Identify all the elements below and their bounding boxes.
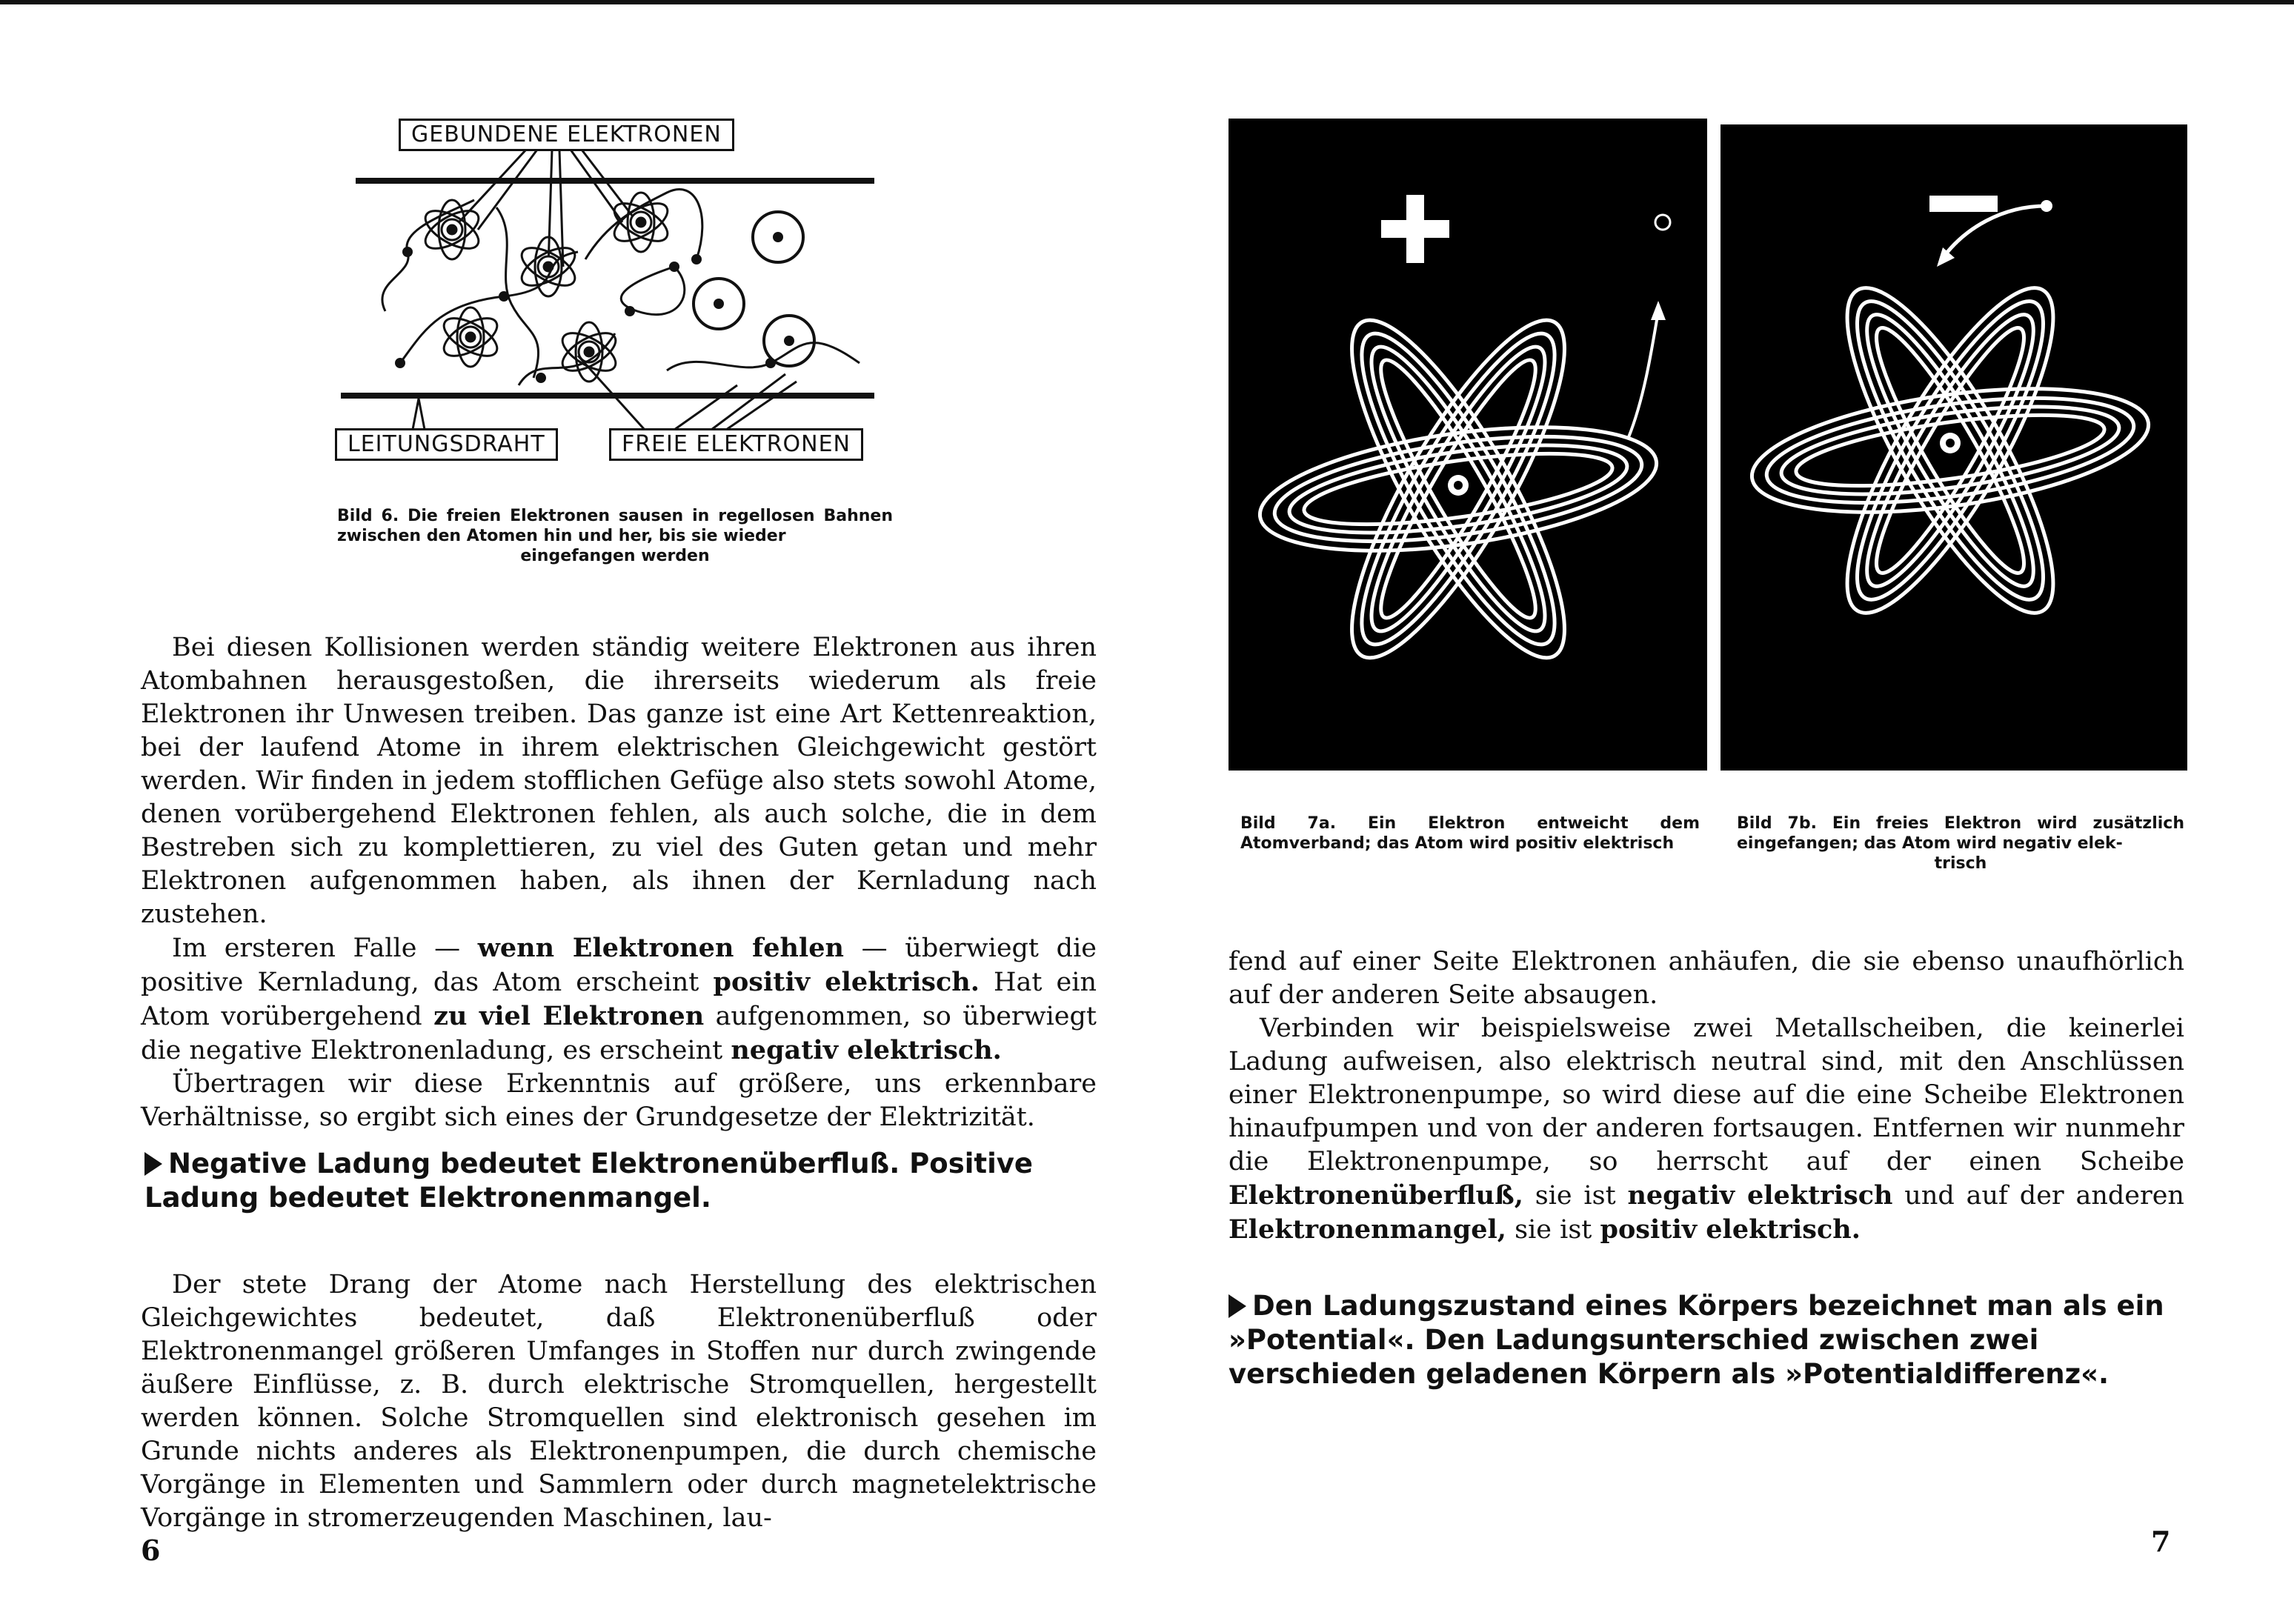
page-number-left: 6 <box>141 1534 161 1567</box>
label-wire: LEITUNGSDRAHT <box>335 428 558 461</box>
figure-7b-atom <box>1720 124 2187 771</box>
right-paragraph-1: fend auf einer Seite Elektronen anhäufen, die sie ebenso unaufhörlich auf der anderen Seite absaugen. <box>1229 947 2184 1010</box>
triangle-bullet-icon <box>144 1152 162 1176</box>
figure-7a-caption: Bild 7a. Ein Elektron entweicht dem Atomverband; das Atom wird positiv elektrisch <box>1240 814 1700 853</box>
left-callout <box>144 1147 1100 1215</box>
right-callout <box>1229 1289 2192 1391</box>
left-callout-text: Negative Ladung bedeutet Elektronenüberfluß. Positive Ladung bedeutet Elektronenmangel. <box>144 1148 1033 1214</box>
figure-7a-atom <box>1229 119 1707 771</box>
right-paragraph-2: Verbinden wir beispielsweise zwei Metallscheiben, die keinerlei Ladung aufweisen, also elektrisch neutral sind, mit den Anschlüssen einer Elektronenpumpe, so wird diese auf die eine Scheibe Elektronen hinaufpumpen und von der anderen fortsaugen. Entfernen wir nunmehr die Elektronenpumpe, so herrscht auf der einen Scheibe Elektronenüberfluß, sie ist negativ elektrisch und auf der anderen Elektronenmangel, sie ist positiv elektrisch. <box>1229 1014 2184 1245</box>
minus-sign-icon <box>1929 196 1998 212</box>
left-text-block-1 <box>141 631 1097 1134</box>
figure-7b-caption-text: Bild 7b. Ein freies Elektron wird zusätzlich eingefangen; das Atom wird negativ elek- <box>1737 814 2184 853</box>
left-paragraph-4: Der stete Drang der Atome nach Herstellung des elektrischen Gleichgewichtes bedeutet, daß Elektronenüberfluß oder Elektronenmangel größeren Umfanges in Stoffen nur durch zwingende äußere Einflüsse, z. B. durch elektrische Stromquellen, hergestellt werden können. Solche Stromquellen sind elektronisch gesehen im Grunde nichts anderes als Elektronenpumpen, die durch chemische Vorgänge in Elementen und Sammlern oder durch magnetelektrische Vorgänge in stromerzeugenden Maschinen, lau- <box>141 1270 1097 1533</box>
figure-6-diagram <box>326 111 889 467</box>
label-free-electrons: FREIE ELEKTRONEN <box>609 428 863 461</box>
figure-7b-caption-last: trisch <box>1934 854 1987 873</box>
page-right <box>1147 0 2294 1624</box>
figure-6 <box>326 111 889 467</box>
figure-6-caption <box>337 506 893 566</box>
figure-7b-caption <box>1737 813 2184 873</box>
figure-6-caption-text: Bild 6. Die freien Elektronen sausen in regellosen Bahnen zwischen den Atomen hin und her, bis sie wieder <box>337 507 893 545</box>
left-paragraph-1: Bei diesen Kollisionen werden ständig weitere Elektronen aus ihren Atombahnen herausgestoßen, die ihrerseits wiederum als freie Elektronen ihr Unwesen treiben. Das ganze ist eine Art Kettenreaktion, bei der laufend Atome in ihrem elektrischen Gleichgewicht gestört werden. Wir finden in jedem stofflichen Gefüge also stets sowohl Atome, denen vorübergehend Elektronen fehlen, als auch solche, die in dem Bestreben sich zu komplettieren, zu viel des Guten getan und mehr Elektronen aufgenommen haben, als ihnen der Kernladung nach zustehen. <box>141 633 1097 929</box>
figure-7a-photo <box>1229 119 1707 771</box>
left-text-block-2 <box>141 1268 1097 1535</box>
label-bound-electrons: GEBUNDENE ELEKTRONEN <box>399 119 734 151</box>
figure-7b-photo <box>1720 124 2187 771</box>
left-paragraph-3: Übertragen wir diese Erkenntnis auf größere, uns erkennbare Verhältnisse, so ergibt sich eines der Grundgesetze der Elektrizität. <box>141 1069 1097 1132</box>
left-paragraph-2: Im ersteren Falle — wenn Elektronen fehlen — überwiegt die positive Kernladung, das Atom erscheint positiv elektrisch. Hat ein Atom vorübergehend zu viel Elektronen aufgenommen, so überwiegt die negative Elektronenladung, es erscheint negativ elektrisch. <box>141 933 1097 1065</box>
figure-6-caption-last: eingefangen werden <box>520 547 710 565</box>
triangle-bullet-icon <box>1229 1294 1246 1318</box>
page-number-right: 7 <box>2151 1525 2171 1558</box>
right-callout-text: Den Ladungszustand eines Körpers bezeichnet man als ein »Potential«. Den Ladungsunterschied zwischen zwei verschieden geladenen Körpern als »Potentialdifferenz«. <box>1229 1290 2164 1390</box>
right-text-block <box>1229 945 2184 1247</box>
